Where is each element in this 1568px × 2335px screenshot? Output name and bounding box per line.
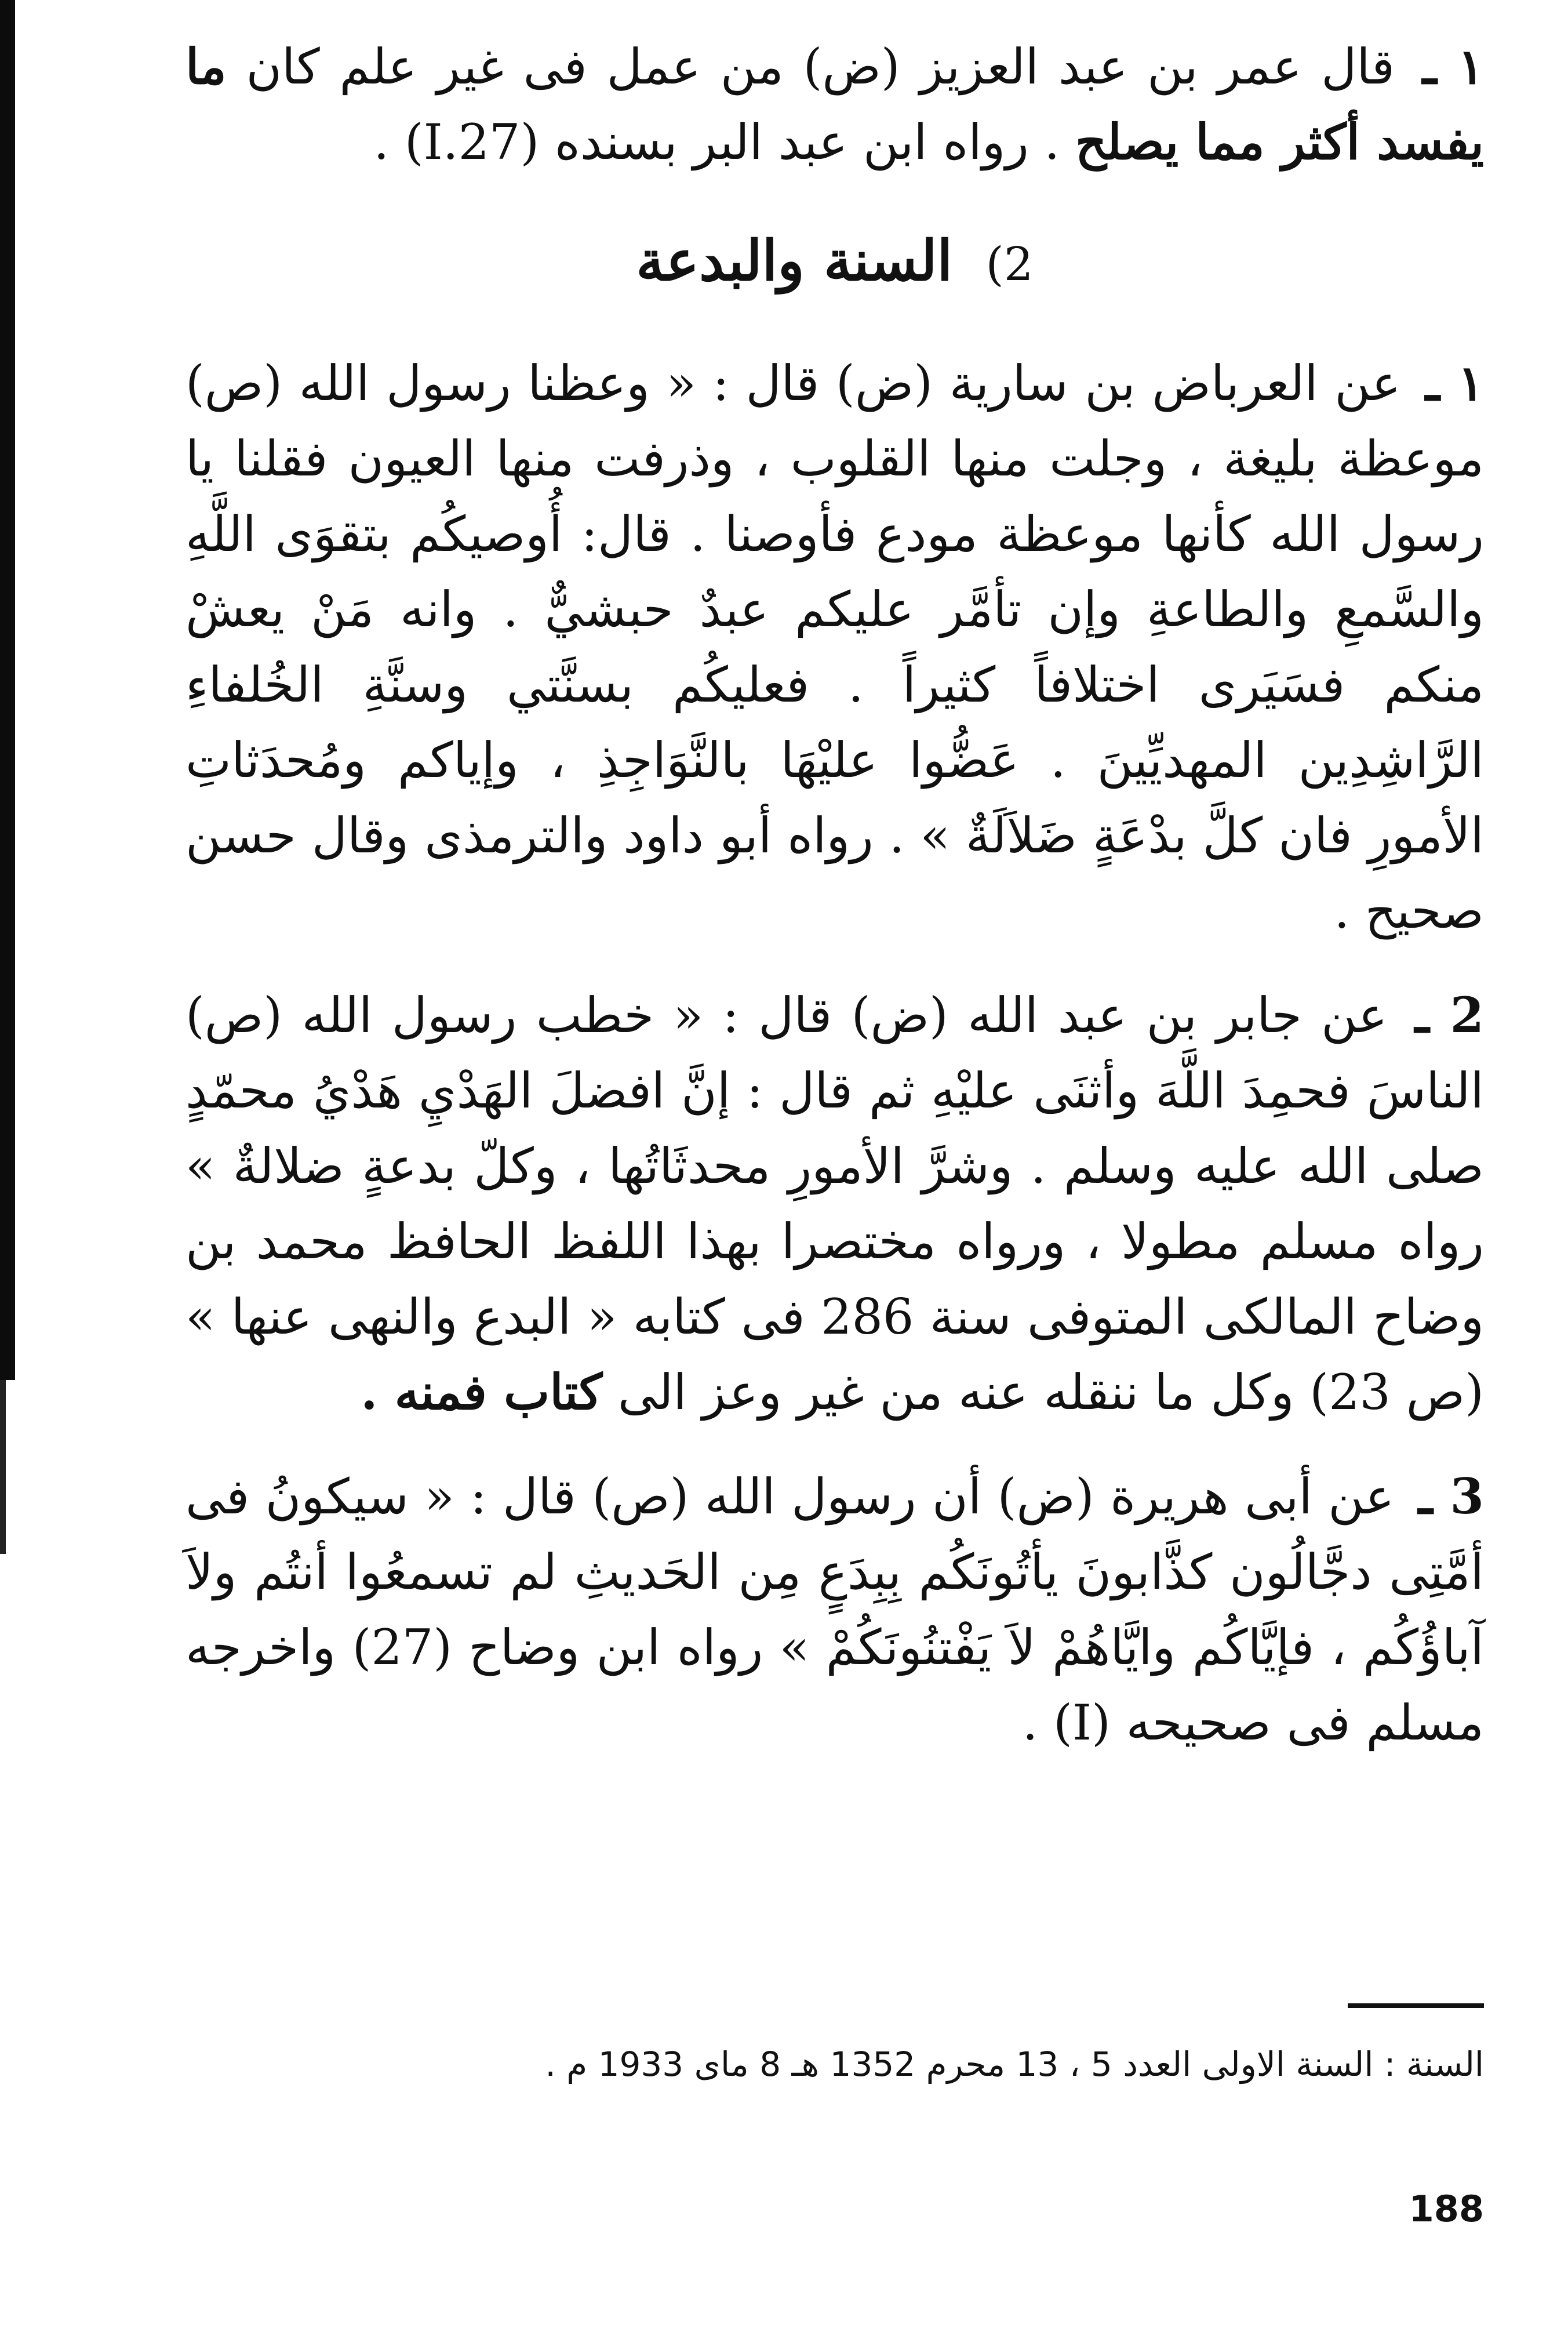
intro-paragraph: [185, 29, 1484, 180]
hadith-1-text: عن العرباض بن سارية (ض) قال : « وعظنا رسول الله (ص) موعظة بليغة ، وجلت منها القلوب ، وذرفت منها العيون فقلنا يا رسول الله كأنها موعظة مودع فأوصنا . قال: أُوصيكُم بتقوَى اللَّهِ والسَّمعِ والطاعةِ وإن تأمَّر عليكم عبدٌ حبشيٌّ . وانه مَنْ يعشْ منكم فسَيَرى اختلافاً كثيراً . فعليكُم بسنَّتي وسنَّةِ الخُلفاءِ الرَّاشِدِين المهديِّينَ . عَضُّوا عليْهَا بالنَّوَاجِذِ ، وإياكم ومُحدَثاتِ الأمورِ فان كلَّ بدْعَةٍ ضَلاَلَةٌ » . رواه أبو داود والترمذى وقال حسن صحيح .: [185, 355, 1484, 939]
intro-number: ١ ـ: [1422, 38, 1485, 95]
section-number: 2): [985, 237, 1034, 291]
page-number: 188: [1409, 2188, 1484, 2230]
intro-lead: ما يفسد أكثر مما يصلح: [185, 38, 1484, 170]
book-spine-shadow: [0, 0, 15, 1380]
section-title: السنة والبدعة: [636, 228, 953, 293]
hadith-2-number: 2 ـ: [1414, 986, 1485, 1044]
hadith-1: [185, 346, 1484, 949]
footnote-rule: [1348, 2003, 1484, 2008]
section-heading: [185, 220, 1484, 305]
book-spine-shadow-lower: [0, 1380, 6, 1554]
hadith-2: [185, 978, 1484, 1430]
intro-tail: . رواه ابن عبد البر بسنده (27.I) .: [373, 114, 1060, 170]
hadith-2-text: عن جابر بن عبد الله (ض) قال : « خطب رسول الله (ص) الناسَ فحمِدَ اللَّهَ وأثنَى عليْهِ ثم قال : إنَّ افضلَ الهَدْيِ هَدْيُ محمّدٍ صلى الله عليه وسلم . وشرَّ الأمورِ محدثَاتُها ، وكلّ بدعةٍ ضلالةٌ » رواه مسلم مطولا ، ورواه مختصرا بهذا اللفظ الحافظ محمد بن وضاح المالكى المتوفى سنة 286 فى كتابه « البدع والنهى عنها » (ص 23) وكل ما ننقله عنه من غير وعز الى: [185, 987, 1485, 1421]
hadith-3-text: عن أبى هريرة (ض) أن رسول الله (ص) قال : « سيكونُ فى أمَّتِى دجَّالُون كذَّابونَ يأتُونَكُم بِبِدَعٍ مِن الحَديثِ لم تسمعُوا أنتُم ولاَ آباؤُكُم ، فإيَّاكُم وايَّاهُمْ لاَ يَفْتنُونَكُمْ » رواه ابن وضاح (27) واخرجه مسلم فى صحيحه (I) .: [185, 1468, 1484, 1751]
hadith-3: [185, 1459, 1484, 1760]
hadith-2-lead: كتاب فمنه .: [361, 1363, 603, 1421]
intro-text: قال عمر بن عبد العزيز (ض) من عمل فى غير علم كان: [246, 38, 1395, 95]
hadith-3-number: 3 ـ: [1418, 1468, 1484, 1525]
footnote: السنة : السنة الاولى العدد 5 ، 13 محرم 1352 هـ 8 ماى 1933 م .: [545, 2045, 1484, 2084]
hadith-1-number: ١ ـ: [1425, 354, 1485, 412]
page-body: [185, 29, 1484, 1760]
